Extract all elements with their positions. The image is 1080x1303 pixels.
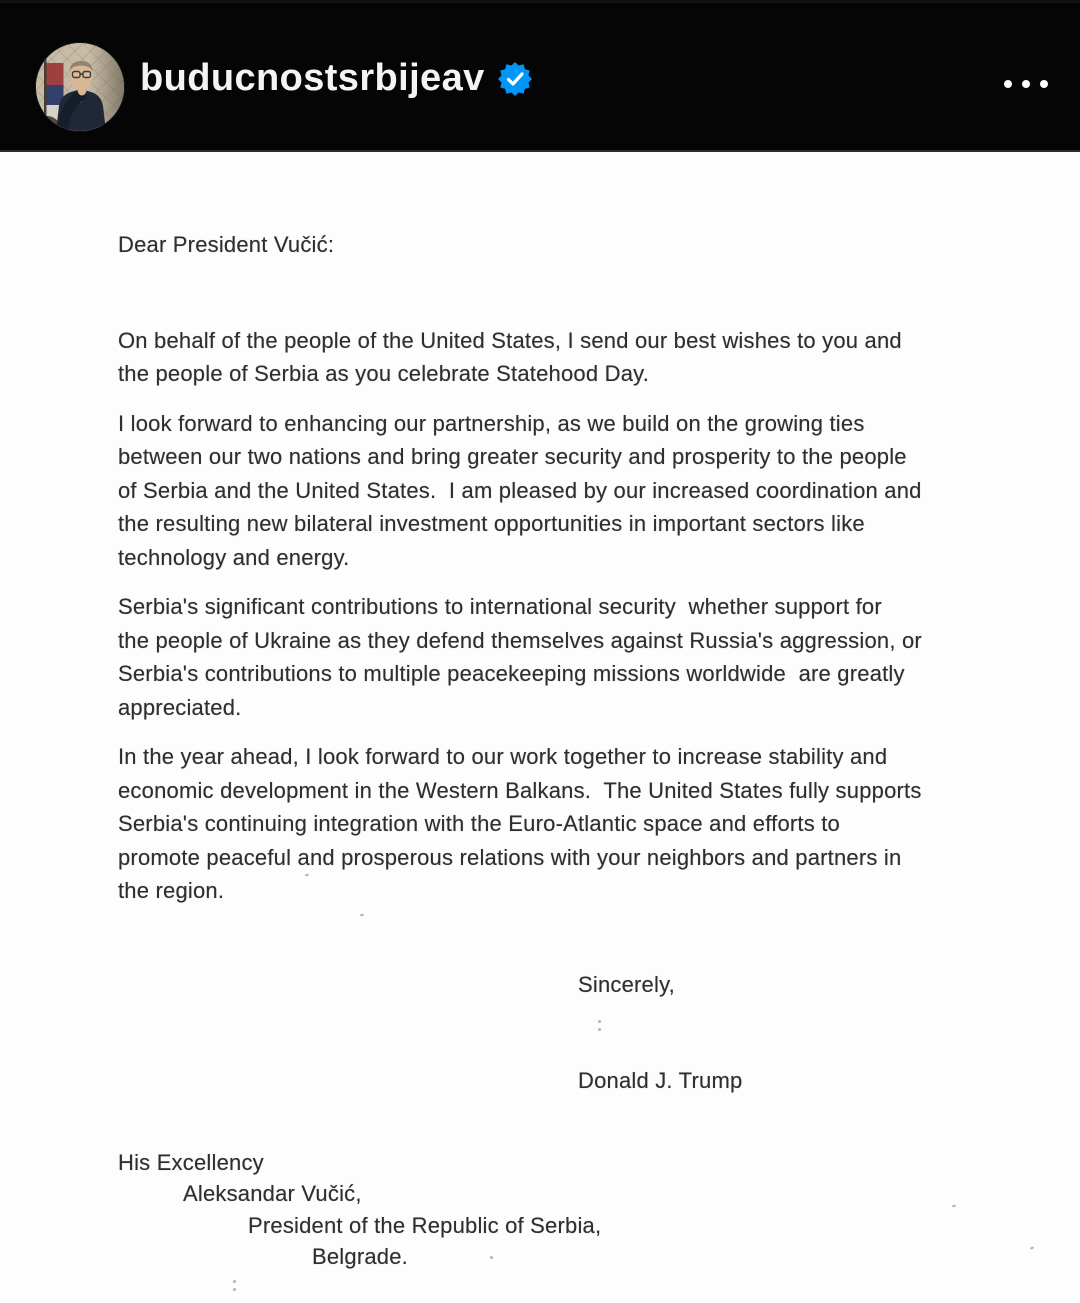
more-options-button[interactable] bbox=[1004, 72, 1048, 96]
letter-recipient-block bbox=[118, 1147, 1048, 1273]
letter-line: of Serbia and the United States. I am pleased by our increased coordination and bbox=[118, 477, 922, 503]
recipient-line: Belgrade. bbox=[312, 1244, 408, 1269]
letter-paragraph bbox=[118, 590, 1048, 724]
letter-closing: Sincerely, bbox=[578, 971, 675, 997]
letter-line: between our two nations and bring greater security and prosperity to the people bbox=[118, 444, 907, 469]
letter-paragraph bbox=[118, 407, 1048, 575]
letter-salutation: Dear President Vučić: bbox=[118, 232, 335, 257]
letter-line: the people of Serbia as you celebrate Statehood Day. bbox=[118, 361, 650, 386]
letter-line: technology and energy. bbox=[118, 544, 350, 570]
scan-speck bbox=[490, 1256, 493, 1259]
letter-paragraph bbox=[118, 324, 1048, 391]
letter-line: Serbia's continuing integration with the Euro-Atlantic space and efforts to bbox=[118, 811, 840, 836]
username[interactable]: buducnostsrbijeav bbox=[140, 57, 485, 99]
username-row bbox=[140, 3, 532, 153]
letter-line: Serbia's significant contributions to international security whether support for bbox=[118, 594, 882, 619]
recipient-line: His Excellency bbox=[118, 1149, 264, 1175]
letter-line: I look forward to enhancing our partnership, as we build on the growing ties bbox=[118, 410, 865, 436]
letter-line: economic development in the Western Balkans. The United States fully supports bbox=[118, 777, 922, 803]
post-image-letter[interactable] bbox=[0, 150, 1080, 1303]
letter-line: the region. bbox=[118, 878, 225, 903]
scan-speck bbox=[233, 1280, 236, 1283]
avatar[interactable] bbox=[36, 43, 124, 131]
verified-badge-icon bbox=[498, 62, 532, 96]
letter-line: Serbia's contributions to multiple peacekeeping missions worldwide are greatly bbox=[118, 661, 905, 686]
recipient-line: President of the Republic of Serbia, bbox=[248, 1212, 602, 1238]
letter-body bbox=[118, 152, 1048, 1273]
post-header bbox=[0, 0, 1080, 153]
letter-line: On behalf of the people of the United States, I send our best wishes to you and bbox=[118, 327, 902, 353]
avatar-photo-illustration bbox=[36, 43, 124, 131]
ellipsis-icon bbox=[1004, 80, 1012, 88]
letter-line: promote peaceful and prosperous relations with your neighbors and partners in bbox=[118, 844, 902, 870]
scan-speck bbox=[598, 1020, 601, 1023]
letter-line: the resulting new bilateral investment opportunities in important sectors like bbox=[118, 511, 865, 536]
letter-paragraph bbox=[118, 740, 1048, 908]
recipient-line: Aleksandar Vučić, bbox=[183, 1181, 362, 1206]
ellipsis-icon bbox=[1040, 80, 1048, 88]
ellipsis-icon bbox=[1022, 80, 1030, 88]
letter-line: appreciated. bbox=[118, 694, 242, 720]
letter-line: In the year ahead, I look forward to our work together to increase stability and bbox=[118, 744, 888, 769]
letter-signature: Donald J. Trump bbox=[578, 1068, 743, 1093]
letter-line: the people of Ukraine as they defend themselves against Russia's aggression, or bbox=[118, 627, 922, 653]
